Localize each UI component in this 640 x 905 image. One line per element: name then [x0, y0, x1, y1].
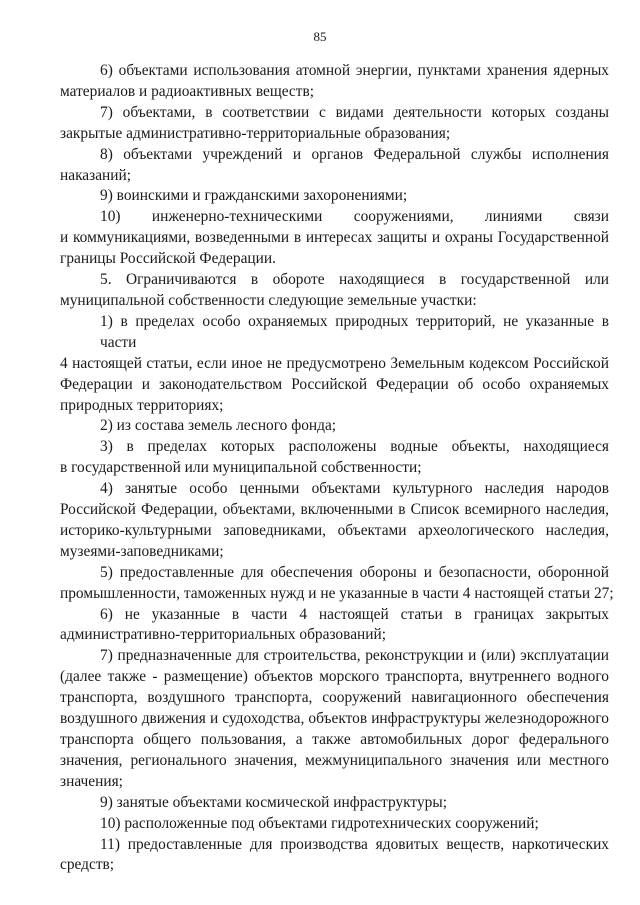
text-line: Российской Федерации, объектами, включенными в Список всемирного наследия, — [60, 501, 609, 519]
text-line: Федерации и законодательством Российской Федерации об особо охраняемых — [60, 375, 609, 393]
paragraph — [60, 186, 609, 207]
paragraph — [60, 793, 609, 814]
paragraph — [60, 835, 609, 877]
text-line: 5) предоставленные для обеспечения обороны и безопасности, оборонной — [100, 563, 609, 581]
paragraph — [60, 207, 609, 270]
paragraph — [60, 646, 609, 792]
paragraph — [60, 103, 609, 145]
text-line: природных территориях; — [60, 396, 224, 414]
text-line: муниципальной собственности следующие земельные участки: — [60, 291, 477, 309]
paragraph — [60, 605, 609, 647]
paragraph — [60, 145, 609, 187]
text-line: материалов и радиоактивных веществ; — [60, 82, 315, 100]
text-line: 7) предназначенные для строительства, реконструкции и (или) эксплуатации — [100, 647, 609, 665]
text-line: 10) расположенные под объектами гидротехнических сооружений; — [100, 814, 539, 832]
text-line: 6) объектами использования атомной энергии, пунктами хранения ядерных — [100, 62, 609, 79]
text-line: транспорта, воздушного транспорта, сооружений навигационного обеспечения — [60, 689, 609, 707]
text-line: музеями-заповедниками; — [60, 542, 224, 560]
text-line: закрытые административно-территориальные образования; — [60, 124, 451, 142]
text-line: 3) в пределах которых расположены водные объекты, находящиеся — [100, 438, 609, 456]
document-body — [60, 61, 614, 876]
text-line: 8) объектами учреждений и органов Федеральной службы исполнения — [100, 145, 609, 163]
text-line: воздушного движения и судоходства, объектов инфраструктуры железнодорожного — [60, 710, 609, 728]
text-line: значения; — [60, 772, 123, 790]
text-line: 9) занятые объектами космической инфраструктуры; — [100, 793, 447, 811]
text-line: 6) не указанные в части 4 настоящей статьи в границах закрытых — [100, 605, 609, 623]
text-line: средств; — [60, 856, 115, 874]
text-line: наказаний; — [60, 166, 132, 184]
page-number: 85 — [313, 29, 327, 44]
text-line: промышленности, таможенных нужд и не указанные в части 4 настоящей статьи 27; — [60, 584, 614, 602]
text-line: историко-культурными заповедниками, объектами археологического наследия, — [60, 521, 609, 539]
text-line: 5. Ограничиваются в обороте находящиеся в государственной или — [100, 271, 609, 289]
text-line: 10) инженерно-техническими сооружениями, линиями связи — [100, 208, 609, 226]
text-line: 4) занятые особо ценными объектами культурного наследия народов — [100, 480, 609, 498]
paragraph — [60, 416, 609, 437]
text-line: 9) воинскими и гражданскими захоронениями; — [100, 187, 408, 205]
paragraph — [60, 814, 609, 835]
text-line: границы Российской Федерации. — [60, 250, 276, 268]
text-line: 11) предоставленные для производства ядовитых веществ, наркотических — [100, 835, 609, 853]
text-line: 2) из состава земель лесного фонда; — [100, 417, 337, 435]
text-line: и коммуникациями, возведенными в интересах защиты и охраны Государственной — [60, 229, 609, 247]
paragraph — [60, 61, 609, 103]
paragraph — [60, 479, 609, 563]
paragraph — [60, 437, 609, 479]
text-line: 4 настоящей статьи, если иное не предусмотрено Земельным кодексом Российской — [60, 354, 609, 372]
text-line: в государственной или муниципальной собственности; — [60, 459, 422, 477]
paragraph — [60, 312, 609, 417]
text-line: (далее также - размещение) объектов морского транспорта, внутреннего водного — [60, 668, 609, 686]
text-line: 1) в пределах особо охраняемых природных территорий, не указанные в части — [100, 312, 609, 351]
text-line: административно-территориальных образований; — [60, 626, 387, 644]
text-line: значения, регионального значения, межмуниципального значения или местного — [60, 751, 609, 769]
text-line: 7) объектами, в соответствии с видами деятельности которых созданы — [100, 103, 609, 121]
text-line: транспорта общего пользования, а также автомобильных дорог федерального — [60, 731, 609, 748]
paragraph — [60, 563, 614, 605]
paragraph — [60, 270, 609, 312]
